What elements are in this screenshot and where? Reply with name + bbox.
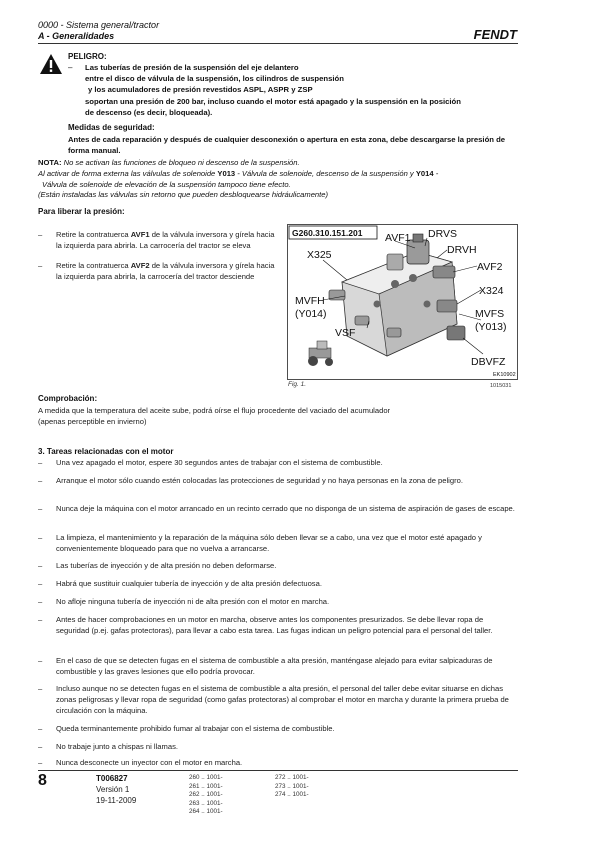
safety-measures-title: Medidas de seguridad:	[68, 123, 155, 132]
note-line-2c: - Válvula de solenoide, descenso de la suspensión y	[235, 168, 416, 178]
note-line-4: (Están instaladas las válvulas sin retorno que pueden desbloquearse hidráulicamente)	[38, 190, 329, 200]
figure-code: 1015031	[490, 383, 512, 389]
model-ranges-col-1: 260 .. 1001- 261 .. 1001- 262 .. 1001- 263 .. 1001- 264 .. 1001-	[189, 774, 223, 815]
note-y014: Y014	[415, 168, 434, 178]
label-avf1: AVF1	[385, 232, 411, 244]
label-y013: (Y013)	[475, 321, 507, 333]
warning-dash: –	[68, 63, 73, 72]
warning-line-5: de descenso (es decir, bloqueada).	[85, 108, 213, 117]
header-rule	[38, 43, 518, 44]
label-mvfs: MVFS	[475, 308, 505, 320]
warning-line-3: y los acumuladores de presión revestidos ASPL, ASPR y ZSP	[88, 85, 313, 94]
fendt-logo	[462, 27, 518, 41]
label-mvfh: MVFH	[295, 295, 325, 307]
check-title: Comprobación:	[38, 394, 98, 403]
header-chapter: A - Generalidades	[38, 31, 115, 41]
document-date: 19-11-2009	[96, 796, 137, 805]
figure-ek-code: EK10902	[493, 372, 516, 378]
note-label: NOTA:	[38, 158, 62, 167]
model-ranges-col-2: 272 .. 1001- 273 .. 1001- 274 .. 1001-	[275, 774, 309, 798]
label-y014: (Y014)	[295, 308, 327, 320]
warning-line-4: soportan una presión de 200 bar, incluso cuando el motor está apagado y la suspensión en la posición	[85, 97, 461, 106]
document-code: T006827	[96, 774, 128, 783]
label-x324: X324	[479, 285, 504, 297]
label-drvh: DRVH	[447, 244, 477, 256]
header-section: 0000 - Sistema general/tractor	[38, 20, 160, 30]
release-step-1-key: AVF1	[130, 230, 150, 239]
label-vsf: VSF	[335, 327, 356, 339]
page-number: 8	[38, 772, 47, 789]
footer-rule	[38, 770, 518, 771]
release-title: Para liberar la presión:	[38, 207, 125, 216]
note-y013: Y013	[217, 168, 236, 178]
warning-line-2: entre el disco de válvula de la suspensión, los cilindros de suspensión	[85, 74, 344, 83]
warning-title: PELIGRO:	[68, 52, 107, 61]
note-block	[38, 158, 518, 201]
warning-line-1: Las tuberías de presión de la suspensión del eje delantero	[85, 63, 299, 72]
fendt-logo-text: FENDT	[473, 27, 517, 41]
figure-caption: Fig. 1.	[288, 381, 307, 388]
note-line-2a: Al activar de forma externa las válvulas de solenoide	[38, 168, 218, 178]
note-line-3: Válvula de solenoide de elevación de la suspensión tampoco tiene efecto.	[42, 179, 291, 189]
release-step-2: – Retire la contratuerca AVF2 de la válvula inversora y gírela hacia la izquierda para abrirla, la carrocería del tractor desciende	[38, 261, 275, 281]
warning-triangle-icon	[39, 53, 63, 75]
engine-tasks-title: 3. Tareas relacionadas con el motor	[38, 447, 174, 456]
release-step-1: – Retire la contratuerca AVF1 de la válvula inversora y gírela hacia la izquierda para abrirla. La carrocería del tractor se eleva	[38, 230, 275, 250]
document-version: Versión 1	[96, 785, 130, 794]
label-dbvfz: DBVFZ	[471, 356, 506, 368]
check-text	[38, 405, 518, 427]
check-line-1: A medida que la temperatura del aceite sube, podrá oírse el flujo procedente del vaciado del acumulador	[38, 406, 391, 415]
label-drvs: DRVS	[428, 228, 457, 240]
note-line-1: No se activan las funciones de bloqueo ni descenso de la suspensión.	[63, 158, 300, 167]
label-avf2: AVF2	[477, 261, 503, 273]
check-line-2: (apenas perceptible en invierno)	[38, 417, 147, 426]
note-line-2e: -	[433, 168, 439, 178]
release-step-2-key: AVF2	[130, 261, 150, 270]
valve-figure	[287, 224, 518, 380]
figure-part-number: G260.310.151.201	[292, 228, 363, 238]
safety-measures-text: Antes de cada reparación y después de cualquier desconexión o apertura en esta zona, debe descargarse la presión de forma manual.	[68, 135, 506, 156]
label-x325: X325	[307, 249, 332, 261]
